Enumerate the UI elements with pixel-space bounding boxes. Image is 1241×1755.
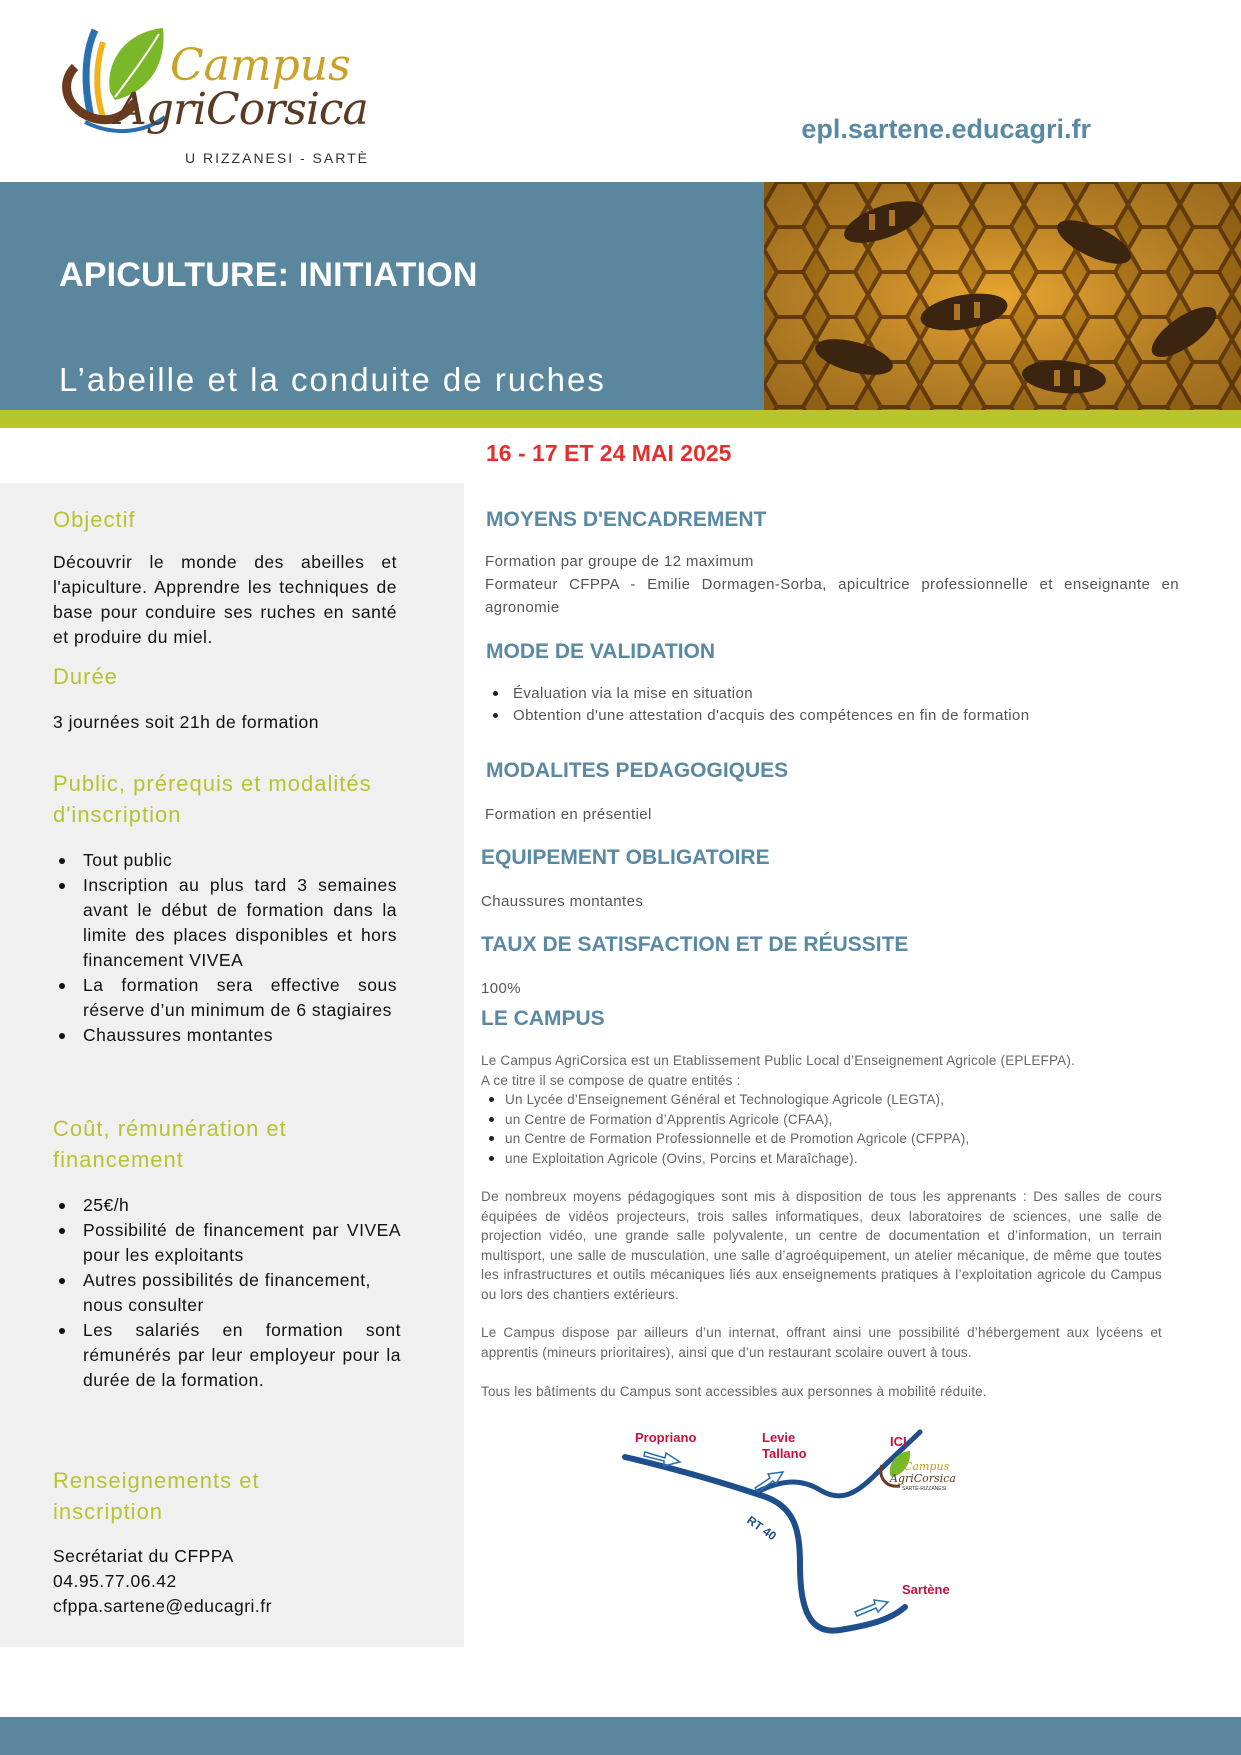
list-item: une Exploitation Agricole (Ovins, Porcins et Maraîchage). <box>505 1149 1186 1169</box>
moyens-line1: Formation par groupe de 12 maximum <box>485 553 754 570</box>
cout-heading-line2: financement <box>53 1147 184 1172</box>
contact-heading <box>53 1465 260 1527</box>
campus-paragraph-3: Le Campus dispose par ailleurs d’un internat, offrant ainsi une possibilité d’hébergement aux lycéens et apprentis (mineurs prioritaires), ainsi que d’un restaurant scolaire ouvert à tous. <box>481 1325 1162 1360</box>
list-item: Les salariés en formation sont rémunérés par leur employeur pour la durée de la formation. <box>83 1318 401 1393</box>
list-item: Tout public <box>83 848 397 873</box>
training-dates: 16 - 17 ET 24 MAI 2025 <box>486 440 732 466</box>
page-subtitle: L’abeille et la conduite de ruches <box>59 361 606 398</box>
contact-name: Secrétariat du CFPPA <box>53 1546 234 1566</box>
contact-heading-line2: inscription <box>53 1499 164 1524</box>
map-label-ici: ICI <box>890 1434 907 1449</box>
contact-email[interactable]: cfppa.sartene@educagri.fr <box>53 1596 272 1616</box>
page-title: APICULTURE: INITIATION <box>59 256 478 294</box>
map-icon <box>620 1420 980 1640</box>
campus-intro <box>481 1051 1162 1090</box>
campus-paragraph-4: Tous les bâtiments du Campus sont accessibles aux personnes à mobilité réduite. <box>481 1384 987 1399</box>
cout-list <box>53 1193 401 1393</box>
map-label-propriano: Propriano <box>635 1430 697 1445</box>
modalites-text: Formation en présentiel <box>485 806 652 823</box>
bees-honeycomb-image <box>764 182 1241 410</box>
list-item: Inscription au plus tard 3 semaines avant le début de formation dans la limite des places disponibles et hors financement VIVEA <box>83 873 397 973</box>
validation-list <box>485 683 1207 727</box>
validation-heading: MODE DE VALIDATION <box>486 640 716 663</box>
campus-entities-list <box>481 1090 1186 1168</box>
campus-logo <box>55 22 385 172</box>
map-logo-text-3: SARTÈ-RIZZANESI <box>902 1486 947 1492</box>
list-item: Un Lycée d’Enseignement Général et Technologique Agricole (LEGTA), <box>505 1090 1186 1110</box>
footer-band <box>0 1717 1241 1755</box>
cout-heading <box>53 1113 287 1175</box>
list-item: un Centre de Formation Professionnelle et de Promotion Agricole (CFPPA), <box>505 1129 1186 1149</box>
bee-photo-icon <box>764 182 1241 410</box>
list-item: Obtention d'une attestation d'acquis des compétences en fin de formation <box>513 705 1207 727</box>
logo-campus-text: Campus <box>170 40 351 91</box>
accent-band <box>0 410 1241 428</box>
equipement-heading: EQUIPEMENT OBLIGATOIRE <box>481 846 770 869</box>
moyens-heading: MOYENS D'ENCADREMENT <box>486 508 767 531</box>
list-item: Évaluation via la mise en situation <box>513 683 1207 705</box>
public-heading <box>53 768 372 830</box>
site-url-link[interactable]: epl.sartene.educagri.fr <box>801 114 1091 144</box>
logo-agricorsica-text: AgriCorsica <box>115 84 368 135</box>
contact-phone[interactable]: 04.95.77.06.42 <box>53 1571 177 1591</box>
campus-intro-line2: A ce titre il se compose de quatre entités : <box>481 1072 741 1088</box>
map-label-levie: Levie <box>762 1430 796 1445</box>
duree-text: 3 journées soit 21h de formation <box>53 712 320 732</box>
campus-intro-line1: Le Campus AgriCorsica est un Etablissement Public Local d’Enseignement Agricole (EPLEFPA). <box>481 1053 1076 1068</box>
list-item: un Centre de Formation d’Apprentis Agricole (CFAA), <box>505 1110 1186 1130</box>
list-item: Possibilité de financement par VIVEA pour les exploitants <box>83 1218 401 1268</box>
taux-text: 100% <box>481 980 521 997</box>
map-logo-text-1: Campus <box>904 1460 950 1473</box>
public-heading-line1: Public, prérequis et modalités <box>53 771 372 796</box>
campus-paragraph-2: De nombreux moyens pédagogiques sont mis à disposition de tous les apprenants : Des salles de cours équipées de vidéos projecteurs, trois salles informatiques, deux laboratoires de sciences, une salle de projection vidéo, une grande salle polyvalente, un centre de documentation et d’information, un terrain multisport, une salle de musculation, une salle d’agroéquipement, un atelier mécanique, de même que toutes les infrastructures et outils mécaniques liés aux enseignements pratiques à l’exploitation agricole du Campus ou lors des chantiers extérieurs. <box>481 1189 1162 1302</box>
list-item: Autres possibilités de financement, nous consulter <box>83 1268 401 1318</box>
list-item: La formation sera effective sous réserve d’un minimum de 6 stagiaires <box>83 973 397 1023</box>
map-label-tallano: Tallano <box>762 1446 807 1461</box>
list-item: Chaussures montantes <box>83 1023 397 1048</box>
objectif-heading: Objectif <box>53 507 136 532</box>
map-label-sartene: Sartène <box>902 1582 950 1597</box>
modalites-heading: MODALITES PEDAGOGIQUES <box>486 759 789 782</box>
cout-heading-line1: Coût, rémunération et <box>53 1116 287 1141</box>
public-list <box>53 848 397 1048</box>
equipement-text: Chaussures montantes <box>481 893 644 910</box>
map-logo-text-2: AgriCorsica <box>890 1472 956 1485</box>
location-map <box>620 1420 980 1640</box>
moyens-line2: Formateur CFPPA - Emilie Dormagen-Sorba, apicultrice professionnelle et enseignante en agronomie <box>485 576 1179 616</box>
objectif-text: Découvrir le monde des abeilles et l'apiculture. Apprendre les techniques de base pour conduire ses ruches en santé et produire du miel. <box>53 552 397 647</box>
map-label-road: RT 40 <box>744 1512 780 1544</box>
taux-heading: TAUX DE SATISFACTION ET DE RÉUSSITE <box>481 933 909 956</box>
contact-heading-line1: Renseignements et <box>53 1468 260 1493</box>
campus-heading: LE CAMPUS <box>481 1007 605 1030</box>
public-heading-line2: d'inscription <box>53 802 182 827</box>
list-item: 25€/h <box>83 1193 401 1218</box>
logo-tagline: U RIZZANESI - SARTÈ <box>185 150 369 166</box>
duree-heading: Durée <box>53 664 118 689</box>
